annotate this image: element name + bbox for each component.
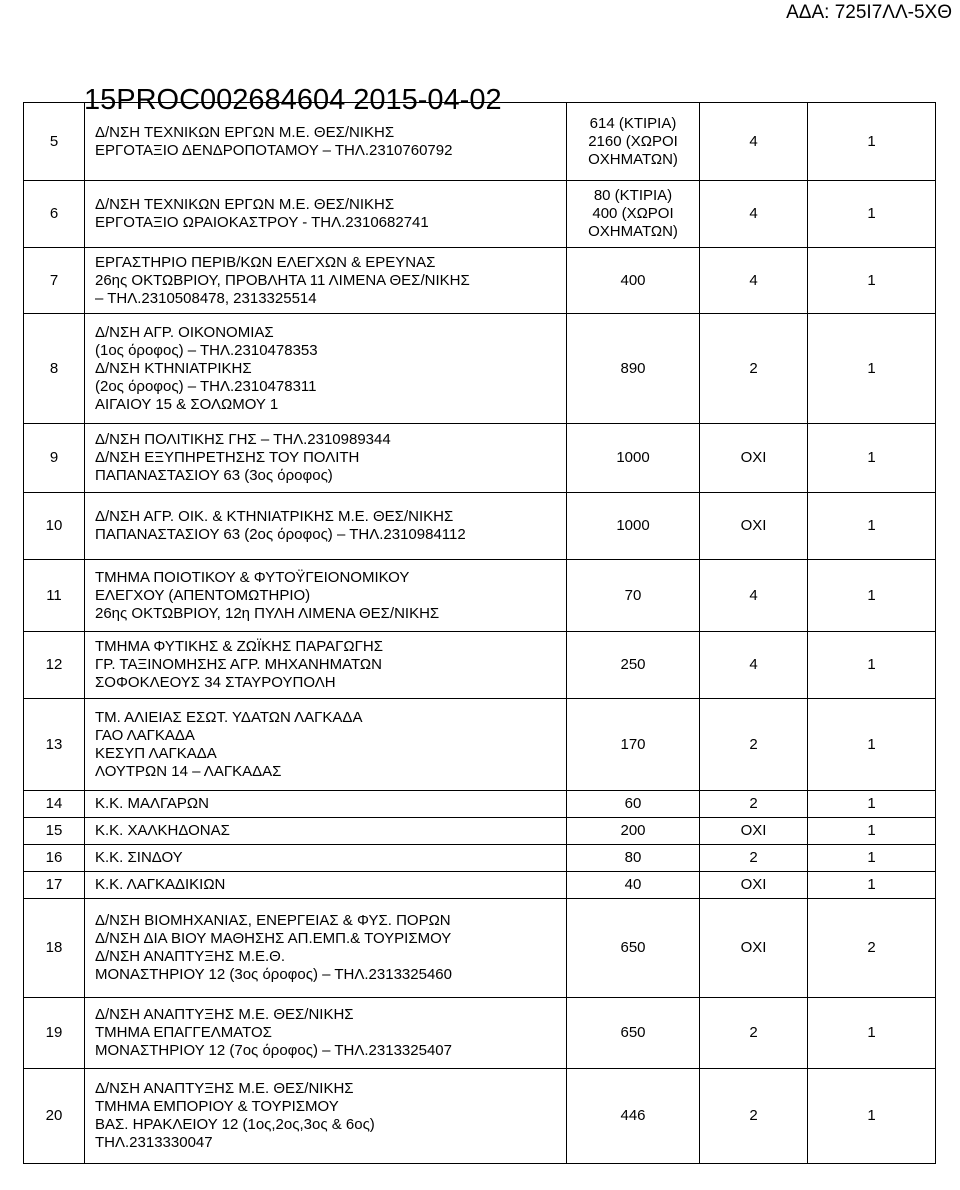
row-description [85, 424, 567, 493]
row-positions: 1 [808, 845, 936, 872]
table-row [24, 845, 936, 872]
row-positions: 1 [808, 181, 936, 248]
row-description [85, 181, 567, 248]
row-number: 12 [24, 632, 85, 699]
row-area [567, 560, 700, 632]
row-number: 16 [24, 845, 85, 872]
row-floor: ΟΧΙ [700, 424, 808, 493]
description-line: 26ης ΟΚΤΩΒΡΙΟΥ, 12η ΠΥΛΗ ΛΙΜΕΝΑ ΘΕΣ/ΝΙΚΗΣ [95, 604, 440, 622]
row-area [567, 248, 700, 314]
description-line: ΕΛΕΓΧΟΥ (ΑΠΕΝΤΟΜΩΤΗΡΙΟ) [95, 586, 311, 604]
row-positions: 1 [808, 632, 936, 699]
row-floor: 2 [700, 314, 808, 424]
description-line: ΑΙΓΑΙΟΥ 15 & ΣΟΛΩΜΟΥ 1 [95, 395, 279, 413]
description-line: ΕΡΓΟΤΑΞΙΟ ΔΕΝΔΡΟΠΟΤΑΜΟΥ – ΤΗΛ.2310760792 [95, 141, 453, 159]
description-line: Δ/ΝΣΗ ΑΝΑΠΤΥΞΗΣ Μ.Ε.Θ. [95, 948, 285, 965]
description-line: ΕΡΓΑΣΤΗΡΙΟ ΠΕΡΙΒ/ΚΩΝ ΕΛΕΓΧΩΝ & ΕΡΕΥΝΑΣ [95, 253, 436, 271]
row-positions: 1 [808, 314, 936, 424]
description-line: Κ.Κ. ΛΑΓΚΑΔΙΚΙΩΝ [95, 876, 226, 893]
row-area [567, 424, 700, 493]
description-line: Δ/ΝΣΗ ΒΙΟΜΗΧΑΝΙΑΣ, ΕΝΕΡΓΕΙΑΣ & ΦΥΣ. ΠΟΡΩΝ [95, 912, 451, 929]
description-line: (1ος όροφος) – ΤΗΛ.2310478353 [95, 341, 318, 359]
area-line: 200 [620, 822, 646, 839]
row-number: 6 [24, 181, 85, 248]
table-row [24, 791, 936, 818]
row-floor: 4 [700, 103, 808, 181]
row-description [85, 791, 567, 818]
description-line: ΜΟΝΑΣΤΗΡΙΟΥ 12 (3ος όροφος) – ΤΗΛ.2313325460 [95, 966, 452, 983]
row-floor: 2 [700, 699, 808, 791]
row-description [85, 1069, 567, 1164]
area-line: 400 [620, 271, 646, 289]
description-line: ΛΟΥΤΡΩΝ 14 – ΛΑΓΚΑΔΑΣ [95, 762, 282, 780]
table-row [24, 998, 936, 1069]
table-row [24, 699, 936, 791]
row-description [85, 493, 567, 560]
row-description [85, 845, 567, 872]
row-floor: 2 [700, 845, 808, 872]
area-line: 1000 [616, 449, 650, 466]
description-line: Δ/ΝΣΗ ΤΕΧΝΙΚΩΝ ΕΡΓΩΝ Μ.Ε. ΘΕΣ/ΝΙΚΗΣ [95, 196, 395, 213]
area-line: 446 [620, 1107, 646, 1124]
row-floor: 2 [700, 1069, 808, 1164]
area-line: 1000 [616, 517, 650, 534]
row-floor: ΟΧΙ [700, 899, 808, 998]
description-line: ΕΡΓΟΤΑΞΙΟ ΩΡΑΙΟΚΑΣΤΡΟΥ - ΤΗΛ.2310682741 [95, 214, 429, 231]
description-line: ΤΜ. ΑΛΙΕΙΑΣ ΕΣΩΤ. ΥΔΑΤΩΝ ΛΑΓΚΑΔΑ [95, 708, 363, 726]
description-line: Κ.Κ. ΜΑΛΓΑΡΩΝ [95, 795, 209, 812]
area-line: 2160 (ΧΩΡΟΙ [588, 132, 678, 150]
description-line: Κ.Κ. ΣΙΝΔΟΥ [95, 849, 183, 866]
description-line: Δ/ΝΣΗ ΑΓΡ. ΟΙΚΟΝΟΜΙΑΣ [95, 323, 274, 341]
row-floor: 2 [700, 791, 808, 818]
row-positions: 1 [808, 424, 936, 493]
description-line: Δ/ΝΣΗ ΤΕΧΝΙΚΩΝ ΕΡΓΩΝ Μ.Ε. ΘΕΣ/ΝΙΚΗΣ [95, 123, 395, 141]
row-area [567, 899, 700, 998]
area-line: ΟΧΗΜΑΤΩΝ) [588, 150, 678, 168]
row-description [85, 899, 567, 998]
row-number: 9 [24, 424, 85, 493]
area-line: 250 [620, 656, 646, 673]
description-line: Δ/ΝΣΗ ΕΞΥΠΗΡΕΤΗΣΗΣ ΤΟΥ ΠΟΛΙΤΗ [95, 449, 360, 466]
row-number: 8 [24, 314, 85, 424]
row-area [567, 998, 700, 1069]
row-number: 19 [24, 998, 85, 1069]
table-row [24, 818, 936, 845]
table-row [24, 493, 936, 560]
description-line: Δ/ΝΣΗ ΑΝΑΠΤΥΞΗΣ Μ.Ε. ΘΕΣ/ΝΙΚΗΣ [95, 1006, 354, 1023]
row-description [85, 314, 567, 424]
description-line: ΤΗΛ.2313330047 [95, 1134, 213, 1151]
row-number: 7 [24, 248, 85, 314]
description-line: ΓΑΟ ΛΑΓΚΑΔΑ [95, 726, 195, 744]
table-row [24, 181, 936, 248]
description-line: ΤΜΗΜΑ ΕΠΑΓΓΕΛΜΑΤΟΣ [95, 1024, 272, 1041]
description-line: ΒΑΣ. ΗΡΑΚΛΕΙΟΥ 12 (1ος,2ος,3ος & 6ος) [95, 1116, 375, 1133]
row-floor: 4 [700, 560, 808, 632]
ada-code: ΑΔΑ: 725Ι7ΛΛ-5ΧΘ [786, 2, 952, 23]
row-floor: ΟΧΙ [700, 493, 808, 560]
row-area [567, 699, 700, 791]
row-number: 14 [24, 791, 85, 818]
description-line: ΜΟΝΑΣΤΗΡΙΟΥ 12 (7ος όροφος) – ΤΗΛ.2313325407 [95, 1042, 452, 1059]
table-row [24, 560, 936, 632]
row-area [567, 845, 700, 872]
row-description [85, 998, 567, 1069]
description-line: ΠΑΠΑΝΑΣΤΑΣΙΟΥ 63 (3ος όροφος) [95, 467, 333, 484]
row-floor: 4 [700, 181, 808, 248]
description-line: ΠΑΠΑΝΑΣΤΑΣΙΟΥ 63 (2ος όροφος) – ΤΗΛ.2310984112 [95, 526, 466, 543]
row-area [567, 181, 700, 248]
area-line: 170 [620, 735, 646, 753]
description-line: (2ος όροφος) – ΤΗΛ.2310478311 [95, 377, 317, 395]
row-positions: 1 [808, 818, 936, 845]
row-number: 10 [24, 493, 85, 560]
description-line: ΤΜΗΜΑ ΠΟΙΟΤΙΚΟΥ & ΦΥΤΟΫΓΕΙΟΝΟΜΙΚΟΥ [95, 568, 410, 586]
row-floor: ΟΧΙ [700, 872, 808, 899]
area-line: 70 [624, 586, 642, 604]
row-floor: 4 [700, 248, 808, 314]
description-line: Κ.Κ. ΧΑΛΚΗΔΟΝΑΣ [95, 822, 230, 839]
row-positions: 1 [808, 791, 936, 818]
row-positions: 1 [808, 103, 936, 181]
buildings-table [23, 102, 936, 1164]
row-description [85, 872, 567, 899]
description-line: ΓΡ. ΤΑΞΙΝΟΜΗΣΗΣ ΑΓΡ. ΜΗΧΑΝΗΜΑΤΩΝ [95, 656, 382, 673]
table-row [24, 632, 936, 699]
table-row [24, 872, 936, 899]
row-area [567, 1069, 700, 1164]
row-number: 18 [24, 899, 85, 998]
description-line: – ΤΗΛ.2310508478, 2313325514 [95, 289, 317, 307]
description-line: Δ/ΝΣΗ ΠΟΛΙΤΙΚΗΣ ΓΗΣ – ΤΗΛ.2310989344 [95, 431, 391, 448]
row-number: 11 [24, 560, 85, 632]
area-line: 40 [624, 876, 642, 893]
row-positions: 1 [808, 560, 936, 632]
row-description [85, 248, 567, 314]
description-line: Δ/ΝΣΗ ΑΝΑΠΤΥΞΗΣ Μ.Ε. ΘΕΣ/ΝΙΚΗΣ [95, 1080, 354, 1097]
row-description [85, 699, 567, 791]
table-row [24, 314, 936, 424]
area-line: 80 [624, 849, 642, 866]
description-line: 26ης ΟΚΤΩΒΡΙΟΥ, ΠΡΟΒΛΗΤΑ 11 ΛΙΜΕΝΑ ΘΕΣ/ΝΙΚΗΣ [95, 271, 470, 289]
table-row [24, 1069, 936, 1164]
row-description [85, 560, 567, 632]
row-floor: 4 [700, 632, 808, 699]
row-area [567, 791, 700, 818]
area-line: 80 (ΚΤΙΡΙΑ) [593, 187, 673, 204]
row-positions: 1 [808, 493, 936, 560]
row-number: 15 [24, 818, 85, 845]
row-positions: 1 [808, 998, 936, 1069]
description-line: ΚΕΣΥΠ ΛΑΓΚΑΔΑ [95, 744, 217, 762]
description-line: ΣΟΦΟΚΛΕΟΥΣ 34 ΣΤΑΥΡΟΥΠΟΛΗ [95, 674, 336, 691]
row-area [567, 632, 700, 699]
row-positions: 1 [808, 248, 936, 314]
row-description [85, 632, 567, 699]
row-description [85, 818, 567, 845]
description-line: ΤΜΗΜΑ ΦΥΤΙΚΗΣ & ΖΩΪΚΗΣ ΠΑΡΑΓΩΓΗΣ [95, 638, 383, 655]
row-positions: 1 [808, 699, 936, 791]
description-line: ΤΜΗΜΑ ΕΜΠΟΡΙΟΥ & ΤΟΥΡΙΣΜΟΥ [95, 1098, 339, 1115]
area-line: 650 [620, 1024, 646, 1041]
row-area [567, 314, 700, 424]
description-line: Δ/ΝΣΗ ΑΓΡ. ΟΙΚ. & ΚΤΗΝΙΑΤΡΙΚΗΣ Μ.Ε. ΘΕΣ/ΝΙΚΗΣ [95, 508, 454, 525]
row-number: 13 [24, 699, 85, 791]
row-positions: 1 [808, 1069, 936, 1164]
area-line: 890 [620, 359, 646, 377]
proc-code: 15PROC002684604 2015-04-02 [84, 84, 502, 116]
area-line: 60 [624, 795, 642, 812]
table-row [24, 424, 936, 493]
row-number: 17 [24, 872, 85, 899]
row-floor: ΟΧΙ [700, 818, 808, 845]
row-area [567, 103, 700, 181]
description-line: Δ/ΝΣΗ ΚΤΗΝΙΑΤΡΙΚΗΣ [95, 359, 252, 377]
area-line: 400 (ΧΩΡΟΙ [592, 205, 674, 222]
row-floor: 2 [700, 998, 808, 1069]
area-line: 614 (ΚΤΙΡΙΑ) [589, 114, 677, 132]
table-row [24, 899, 936, 998]
row-number: 20 [24, 1069, 85, 1164]
row-area [567, 493, 700, 560]
description-line: Δ/ΝΣΗ ΔΙΑ ΒΙΟΥ ΜΑΘΗΣΗΣ ΑΠ.ΕΜΠ.& ΤΟΥΡΙΣΜΟΥ [95, 930, 452, 947]
row-number: 5 [24, 103, 85, 181]
row-positions: 2 [808, 899, 936, 998]
table-row [24, 248, 936, 314]
area-line: ΟΧΗΜΑΤΩΝ) [588, 223, 678, 240]
row-area [567, 872, 700, 899]
row-positions: 1 [808, 872, 936, 899]
area-line: 650 [620, 939, 646, 956]
row-area [567, 818, 700, 845]
